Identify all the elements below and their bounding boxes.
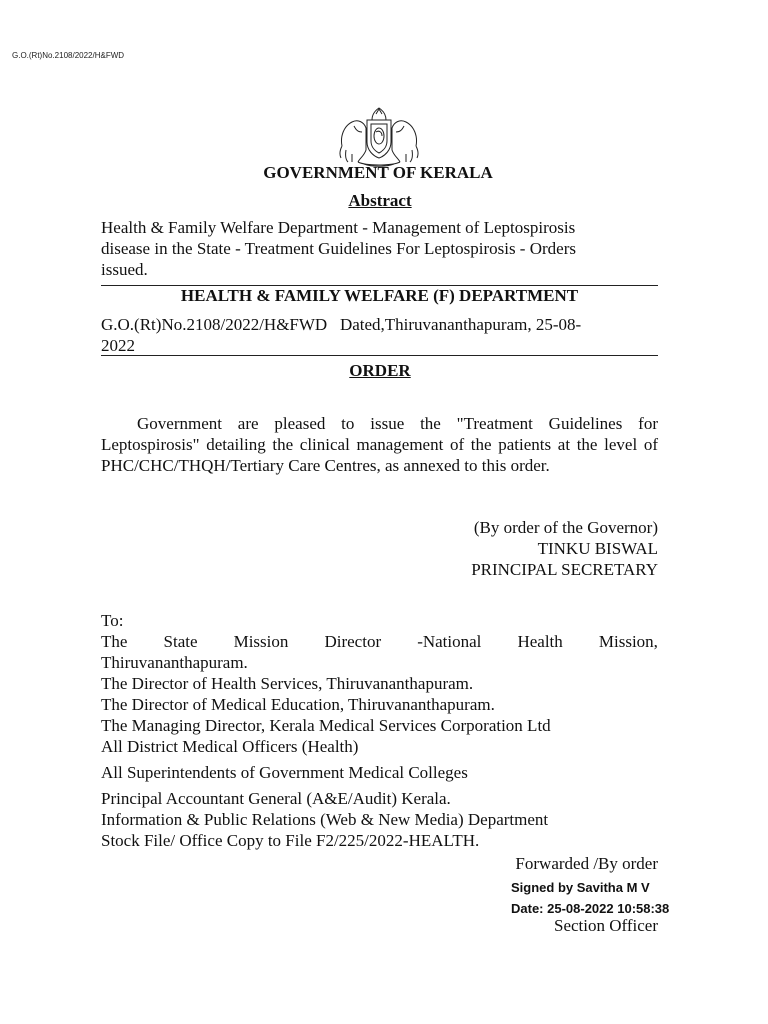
order-body-line-1: Government are pleased to issue the "Treatment Guidelines for xyxy=(137,414,658,433)
kerala-state-emblem-icon xyxy=(336,106,422,168)
department-title: HEALTH & FAMILY WELFARE (F) DEPARTMENT xyxy=(180,286,579,305)
forwarded-by-order: Forwarded /By order xyxy=(515,854,658,873)
recipient-9: Stock File/ Office Copy to File F2/225/2022-HEALTH. xyxy=(101,831,480,850)
header-reference: G.O.(Rt)No.2108/2022/H&FWD xyxy=(12,51,125,60)
recipient-7: Principal Accountant General (A&E/Audit) Kerala. xyxy=(101,789,451,808)
recipient-6: All Superintendents of Government Medical Colleges xyxy=(101,763,468,782)
go-number-line-1: G.O.(Rt)No.2108/2022/H&FWD Dated,Thiruvananthapuram, 25-08- xyxy=(101,315,582,334)
order-body-line-2: Leptospirosis" detailing the clinical management of the patients at the xyxy=(101,435,598,454)
order-body-line-3: level of PHC/CHC/THQH/Tertiary Care Centres, as annexed to this xyxy=(101,435,658,475)
subject-line-1: Health & Family Welfare Department - Management of Leptospirosis xyxy=(101,218,576,237)
recipient-2: The Director of Health Services, Thiruvananthapuram. xyxy=(101,674,474,693)
recipient-5: All District Medical Officers (Health) xyxy=(101,737,359,756)
order-body-line-4: order. xyxy=(510,456,550,475)
abstract-label: Abstract xyxy=(348,191,412,210)
recipient-4: The Managing Director, Kerala Medical Services Corporation Ltd xyxy=(101,716,551,735)
go-number-line-2: 2022 xyxy=(101,336,135,355)
section-officer: Section Officer xyxy=(553,916,658,935)
government-title: GOVERNMENT OF KERALA xyxy=(263,163,493,182)
recipient-8: Information & Public Relations (Web & New Media) Department xyxy=(101,810,549,829)
subject-line-2: disease in the State - Treatment Guidelines For Leptospirosis - Orders xyxy=(101,239,576,258)
signatory-block xyxy=(471,517,658,580)
order-body xyxy=(101,413,658,476)
subject-paragraph xyxy=(101,217,658,280)
digital-signature-signed-by: Signed by Savitha M V xyxy=(511,880,650,895)
by-order-of-governor: (By order of the Governor) xyxy=(473,518,658,537)
go-number xyxy=(101,314,658,356)
subject-line-3: issued. xyxy=(101,260,148,279)
signatory-designation: PRINCIPAL SECRETARY xyxy=(471,560,658,579)
digital-signature-date: Date: 25-08-2022 10:58:38 xyxy=(511,901,670,916)
recipient-1-continued: Thiruvananthapuram. xyxy=(101,653,248,672)
order-title: ORDER xyxy=(349,361,411,380)
signatory-name: TINKU BISWAL xyxy=(537,539,658,558)
recipient-1: The State Mission Director -National Health Mission, xyxy=(101,632,658,651)
recipient-3: The Director of Medical Education, Thiruvananthapuram. xyxy=(101,695,495,714)
divider-bottom xyxy=(101,355,658,356)
to-label: To: xyxy=(101,611,124,630)
